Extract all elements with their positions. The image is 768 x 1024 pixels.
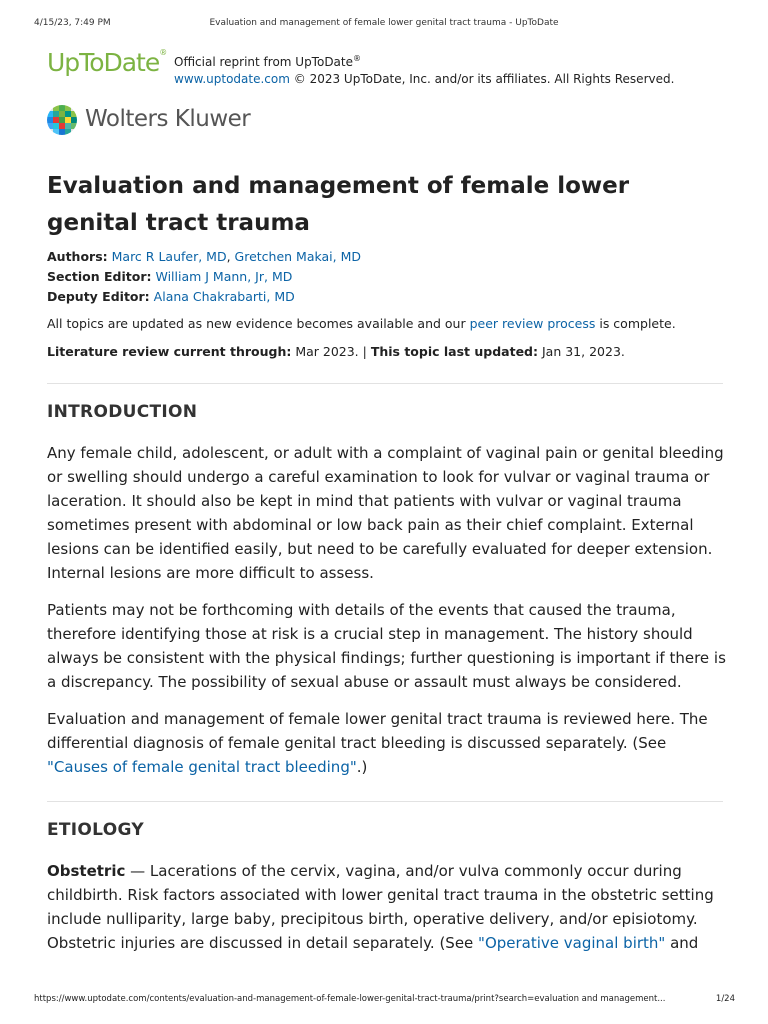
review-dates (47, 342, 737, 362)
page-number: 1/24 (715, 994, 735, 1004)
authors-line: Authors: Marc R Laufer, MD, Gretchen Makai, MD (47, 249, 362, 264)
section-editor-line (47, 267, 737, 287)
publisher-name: Wolters Kluwer (85, 106, 251, 132)
authors-label: Authors: (47, 249, 108, 264)
reprint-line: Official reprint from UpToDate (174, 55, 353, 69)
author-link[interactable]: Marc R Laufer, MD (111, 249, 227, 264)
update-note: All topics are updated as new evidence becomes available and our peer review process is complete. (47, 316, 676, 331)
etiology-heading: ETIOLOGY (47, 820, 144, 840)
print-datetime: 4/15/23, 7:49 PM (34, 18, 111, 28)
introduction-paragraph: Any female child, adolescent, or adult with a complaint of vaginal pain or genital bleeding or swelling should undergo a careful examination to look for vulvar or vaginal trauma or laceration. It should also be kept in mind that patients with vulvar or vaginal trauma sometimes present with abdominal or low back pain as their chief complaint. External lesions can be identified easily, but need to be carefully evaluated for deeper extension. Internal lesions are more difficult to assess. (47, 444, 724, 582)
print-page-title: Evaluation and management of female lower genital tract trauma - UpToDate (209, 18, 559, 28)
site-link[interactable]: www.uptodate.com (174, 72, 290, 86)
peer-review-link[interactable]: peer review process (469, 316, 596, 331)
author-link[interactable]: Gretchen Makai, MD (234, 249, 362, 264)
introduction-paragraph: Evaluation and management of female lower genital tract trauma is reviewed here. The differential diagnosis of female genital tract bleeding is discussed separately. (See "Causes of female genital tract bleeding".) (47, 710, 708, 776)
publisher-logo (47, 104, 307, 136)
causes-bleeding-link[interactable]: "Causes of female genital tract bleeding" (47, 758, 357, 776)
section-editor-link[interactable]: William J Mann, Jr, MD (155, 269, 293, 284)
operative-vaginal-birth-link[interactable]: "Operative vaginal birth" (478, 934, 666, 952)
section-editor-label: Section Editor: (47, 269, 152, 284)
article-title: Evaluation and management of female lower genital tract trauma (47, 173, 630, 236)
deputy-editor-label: Deputy Editor: (47, 289, 150, 304)
divider (47, 801, 723, 802)
wolters-kluwer-globe-icon (47, 105, 77, 135)
deputy-editor-link[interactable]: Alana Chakrabarti, MD (153, 289, 295, 304)
obstetric-term: Obstetric (47, 862, 126, 880)
lit-review-label: Literature review current through: (47, 344, 292, 359)
deputy-editor-line (47, 287, 737, 307)
print-footer (0, 994, 768, 1006)
lit-review-value: Mar 2023. | (291, 344, 371, 359)
uptodate-logo[interactable]: UpToDate® (47, 48, 167, 77)
print-url: https://www.uptodate.com/contents/evaluation-and-management-of-female-lower-genital-tract-trauma/print?search=evaluation and management... (34, 994, 666, 1004)
etiology-paragraph: Obstetric — Lacerations of the cervix, vagina, and/or vulva commonly occur during childbirth. Risk factors associated with lower genital tract trauma in the obstetric setting include nulliparity, large baby, precipitous birth, operative delivery, and/or episiotomy. Obstetric injuries are discussed in detail separately. (See "Operative vaginal birth" and (47, 862, 714, 952)
reprint-banner (47, 48, 737, 90)
divider (47, 383, 723, 384)
introduction-heading: INTRODUCTION (47, 402, 198, 422)
last-updated-value: Jan 31, 2023. (538, 344, 625, 359)
print-header (0, 18, 768, 32)
reprint-notice: Official reprint from UpToDate® www.uptodate.com © 2023 UpToDate, Inc. and/or its affiliates. All Rights Reserved. (174, 54, 675, 86)
last-updated-label: This topic last updated: (370, 344, 539, 359)
copyright-text: © 2023 UpToDate, Inc. and/or its affiliates. All Rights Reserved. (289, 72, 675, 86)
introduction-paragraph: Patients may not be forthcoming with details of the events that caused the trauma, therefore identifying those at risk is a crucial step in management. The history should always be consistent with the physical findings; further questioning is important if there is a discrepancy. The possibility of sexual abuse or assault must always be considered. (47, 601, 726, 691)
